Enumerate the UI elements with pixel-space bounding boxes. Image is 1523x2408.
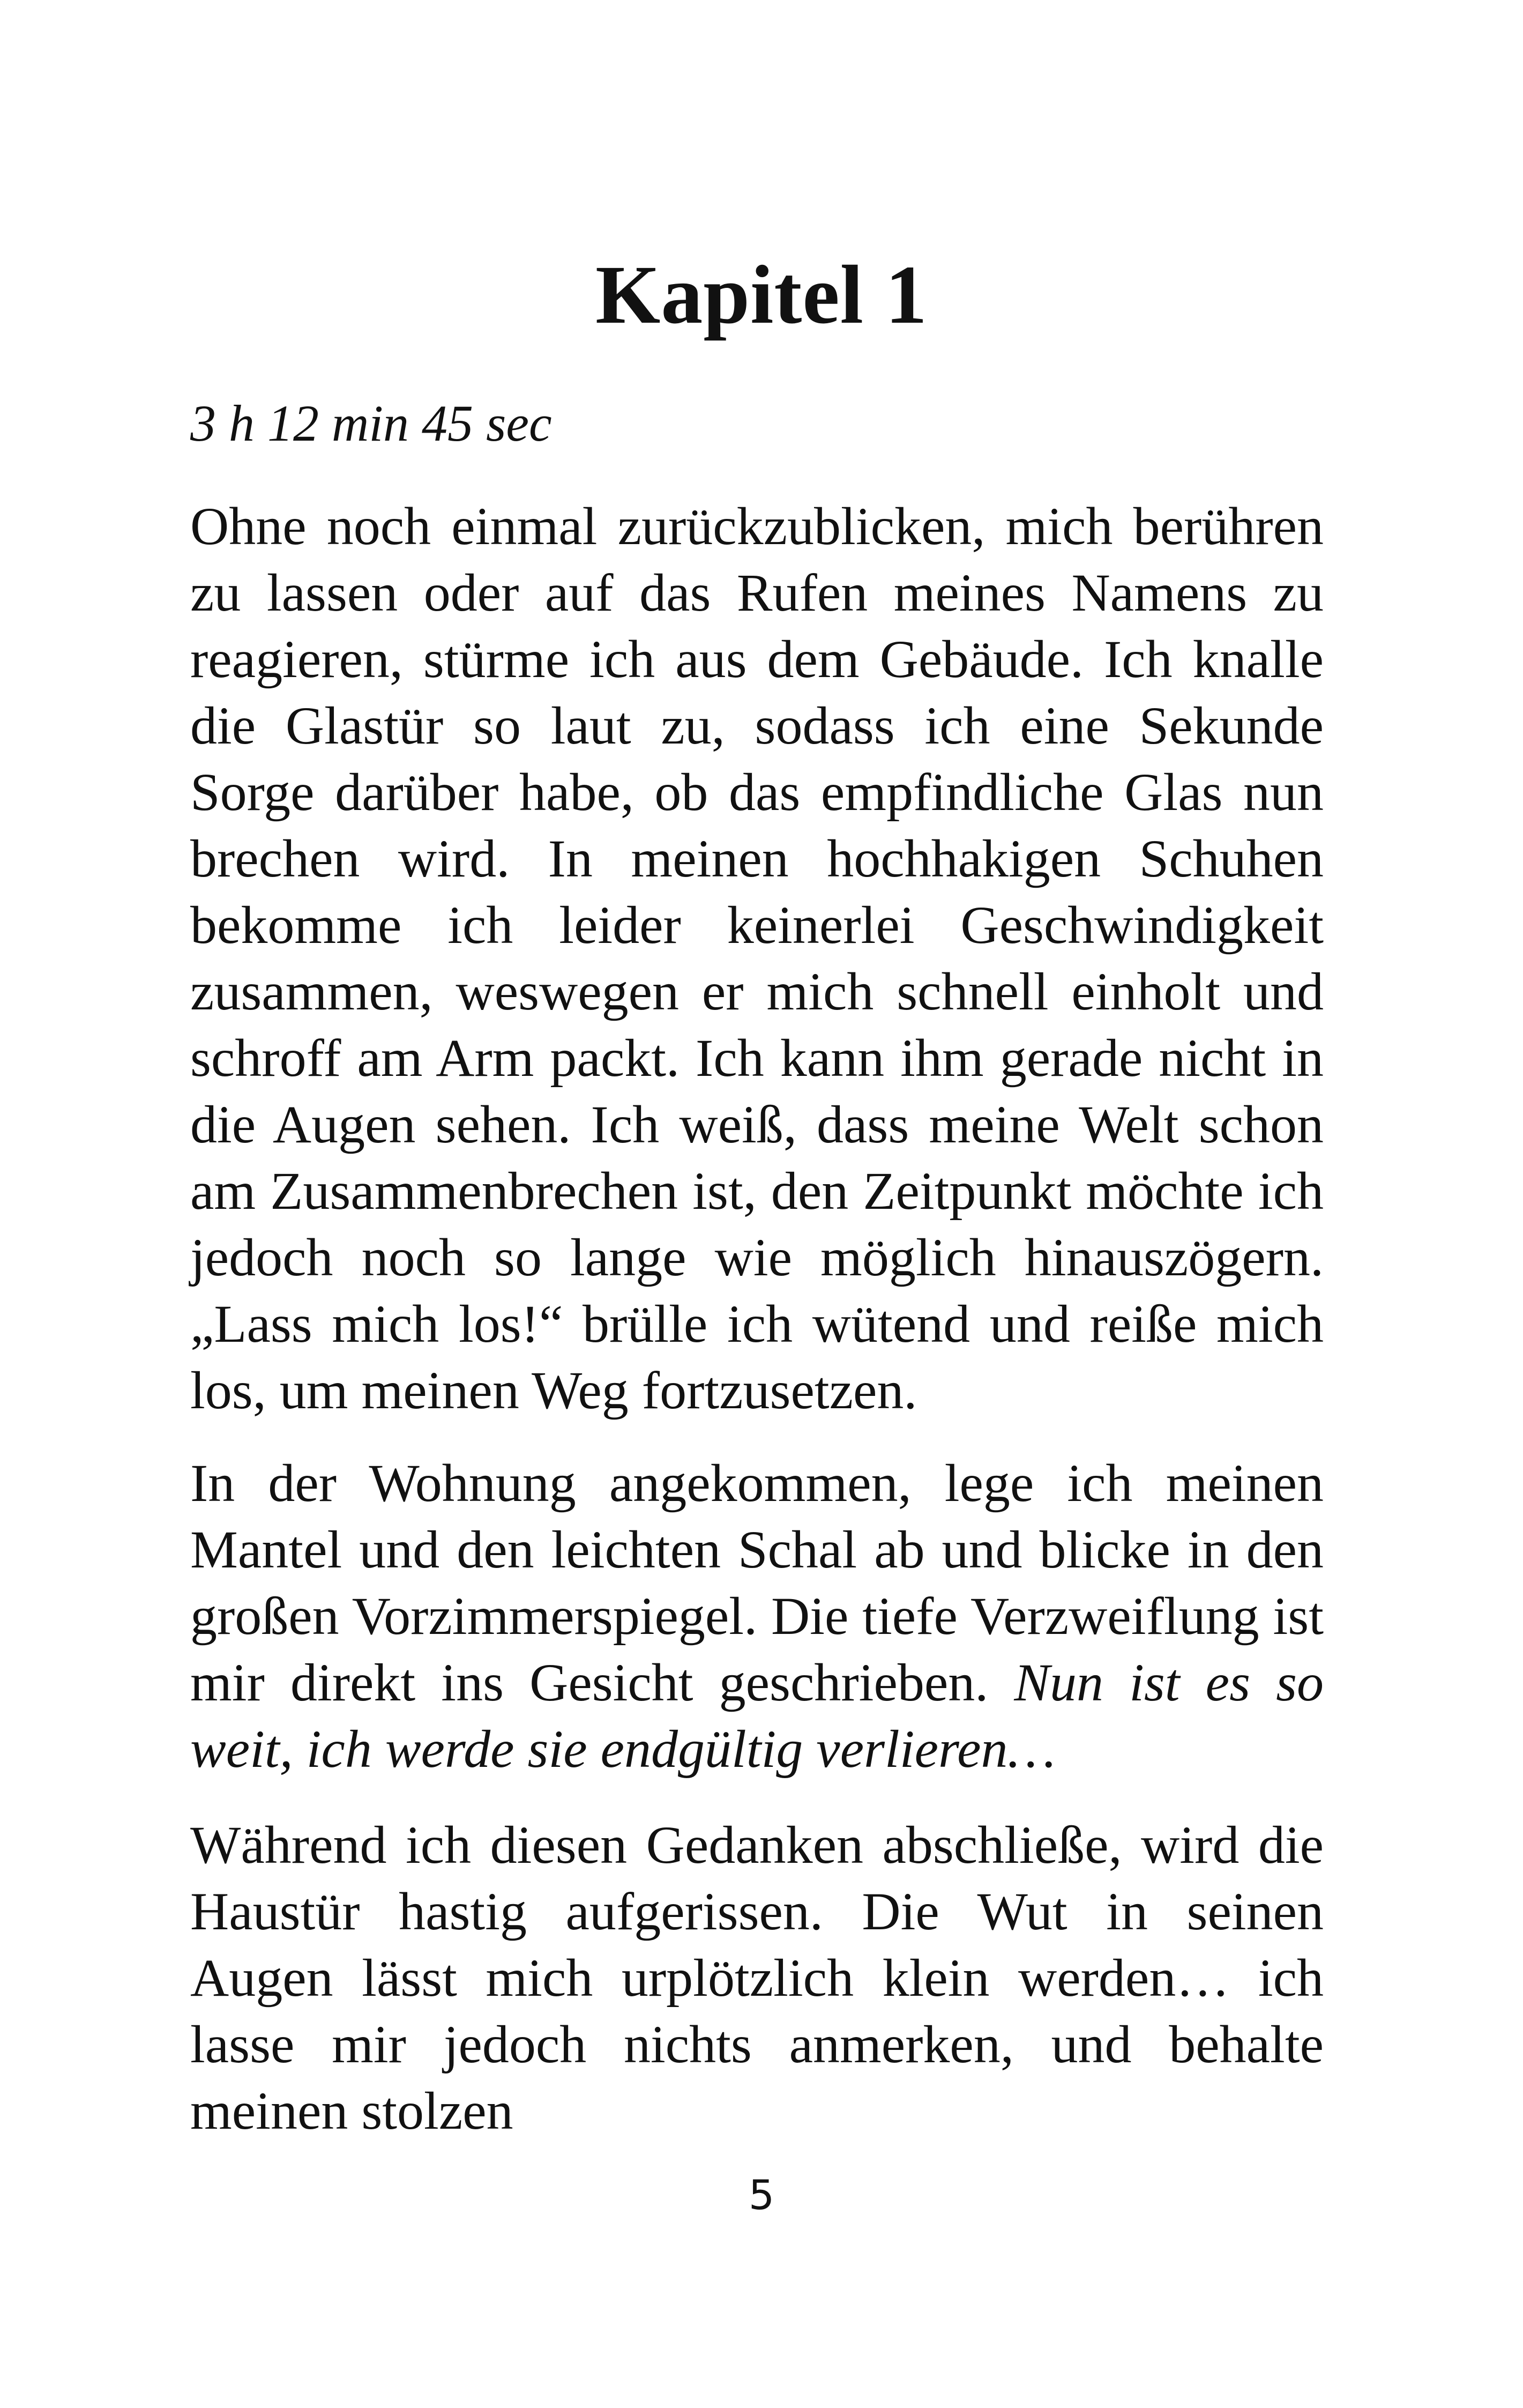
- page-number: 5: [748, 2171, 775, 2219]
- chapter-timestamp: 3 h 12 min 45 sec: [190, 395, 552, 452]
- paragraph-1: Ohne noch einmal zurückzublicken, mich berühren zu lassen oder auf das Rufen meines Namens zu reagieren, stürme ich aus dem Gebäude. Ich knalle die Glastür so laut zu, sodass ich eine Sekunde Sorge darüber habe, ob das empfindliche Glas nun brechen wird. In meinen hochhakigen Schuhen bekomme ich leider keinerlei Geschwindigkeit zusammen, weswegen er mich schnell einholt und schroff am Arm packt. Ich kann ihm gerade nicht in die Augen sehen. Ich weiß, dass meine Welt schon am Zusammenbrechen ist, den Zeitpunkt möchte ich jedoch noch so lange wie möglich hinauszögern. „Lass mich los!“ brülle ich wütend und reiße mich los, um meinen Weg fortzusetzen.: [190, 496, 1324, 1420]
- paragraph-2-italic-thought: Nun ist es so weit, ich werde sie endgültig verlieren…: [190, 1653, 1324, 1779]
- paragraph-2: [190, 1450, 1324, 1782]
- paragraph-3: Während ich diesen Gedanken abschließe, wird die Haustür hastig aufgerissen. Die Wut in seinen Augen lässt mich urplötzlich klein werden… ich lasse mir jedoch nichts anmerken, und behalte meinen stolzen: [190, 1815, 1324, 2141]
- chapter-title: Kapitel 1: [595, 248, 928, 341]
- paragraph-2-regular: In der Wohnung angekommen, lege ich meinen Mantel und den leichten Schal ab und blicke in den großen Vorzimmerspiegel. Die tiefe Verzweiflung ist mir direkt ins Gesicht geschrieben.: [190, 1453, 1324, 1712]
